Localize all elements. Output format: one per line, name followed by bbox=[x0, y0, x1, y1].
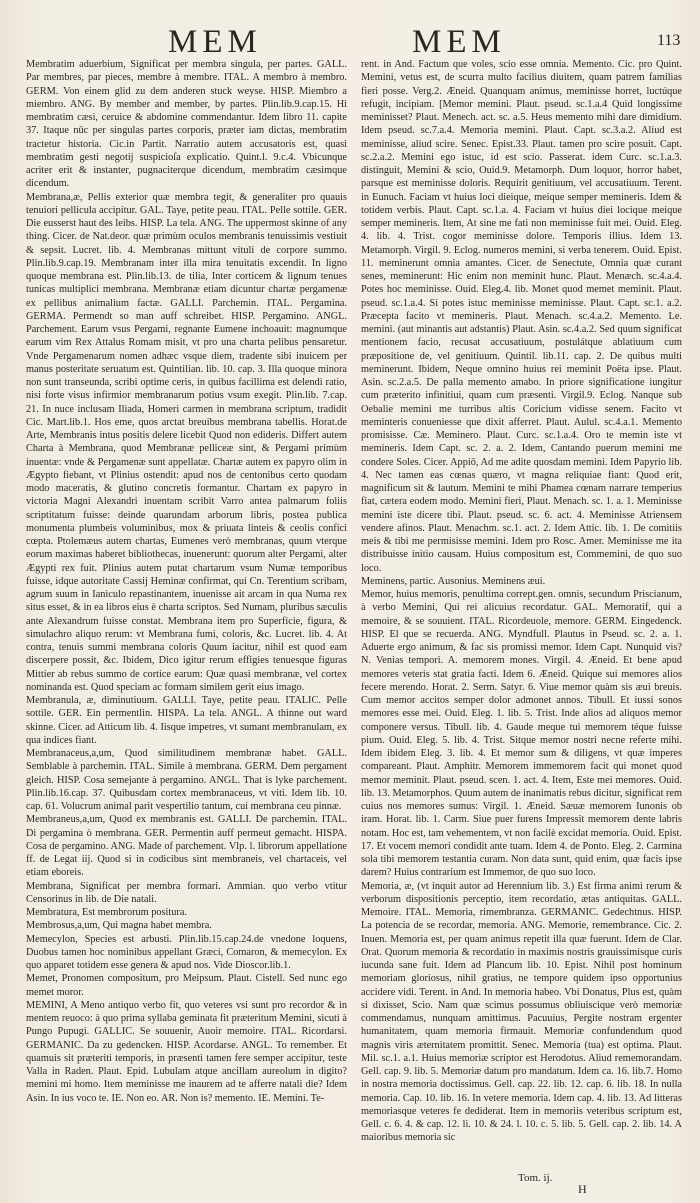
running-head-left: MEM bbox=[168, 24, 262, 60]
running-head-right: MEM bbox=[412, 24, 506, 60]
entry-membrana: Membrana,æ, Pellis exterior quæ membra tegit, & generaliter pro quauis tenuiori pellicula accipitur. GAL. Taye, petite peau. ITAL. Pelle sottile. GER. Die eusserst haut des leibs. HISP. La tela. ANG. The uppermost skinne of any thing. Cicer. de Nat.deor. quæ primùm oculos membranis tenuissimis vestiuit & sepsit. Lucret. lib. 4. Membranas mittunt vituli de corpore summo. Plin.lib.9.cap.19. Membranam inter illa mira tenuitatis excendit. In ligno quoque membrana est. Plin.lib.13. de tilia, Inter corticem & lignum tenues tunicas multiplici membrana. Membranæ etiam dicuntur chartæ pergamenæ ex pellibus animalium factæ. GALLI. Parchemin. ITAL. Pergamina. GERMA. Permendt so man auff schreibet. HISP. Pergamino. ANGL. Parchement. Earum vsus Pergami, regnante Eumene inchoauit: magnumque earum vim Rex Attalus Romam misit, vt pro una charta pelibus pensaretur. Vnde Pergamenarum nomen adhæc vsque diem, tradente sibi inuicem per manus posteritate seruatum est. Quintilian. lib. 10. cap. 3. Illa quoque minora non sunt transeunda, scribi optime ceris, in quibus facillima est delendi ratio, nisi forte visus infirmior membranarum potius vsum exegit. Plin.lib. 7.cap. 21. In nuce inclusam Iliada, Homeri carmen in membrana scriptum, tradidit Cic. Mart.lib.1. Hos eme, quos arctat breuibus membrana tabellis. Horat.de Arte, Membranis intus positis delere licebit Quod non edideris. Differt autem Charta à Membrana, quod Membranæ pelliceæ sint, & Pergami primùm inuentæ: vnde & Pergamenæ sunt appellatæ. Chartæ autem ex papyro olim in Ægypto fiebant, vt Plinius ostendit: apud nos de centonibus certo quodam modo maceratis, & glutino concretis formantur. Chartam ex papyro in victoria Magni Alexandri inuentam scribit Varro antea palmarum foliis scriptitatum fuisse: deinde quarundam arborum libris, postea publica monumenta plumbeis voluminibus, mox & priuata linteis & ceolis confici cœpta. Ptolemæus autem chartas, Eumenes verò membranas, quum vterque eorum maximas haberet bibliothecas, inuenerunt: quorum alter Pergami, alter Ægypti rex fuit. Plinius autem putat chartarum vsum Numæ temporibus fuisse, idque autoritate Cassij Heminæ confirmat, qui Cn. Terentium scribam, agrum suum in Ianiculo repastinantem, inuenisse ait arcam in qua Numa rex situs esset, & in ea libros eius è charta scriptos. Sed Numam, pluribus sæculis ante Alexandrum fuisse constat. Membrana item pro Superficie, figura, & simulachro aliquo rerum: vt Membrana fumi, coloris, &c. Lucret. lib. 4. At contra, tenuis summi membrana coloris Quum iacitur, nihil est quod eam discerpere possit, &c. Ibidem, Dico igitur rerum effigies tenuesque figuras Mittier ab rebus summo de cortice earum: Quæ quasi membranæ, vel cortex nominanda est. Quod speciam ac formam similem gerit eius imago. bbox=[26, 191, 347, 693]
entry-memoria: Memoria, æ, (vt inquit autor ad Herennium lib. 3.) Est firma animi rerum & verborum dispositionis perceptio, item recordatio, ætas antiquitas. GALL. Memoire. ITAL. Memoria, rimembranza. GERMANIC. Gedechtnus. HISP. La potencia de se recordar, memoria. ANG. Memorie, remembrance. Cic. 2. Inuen. Memoria est, per quam animus repetit illa quæ fuerunt. Idem de Clar. Orat. Quorum memoria & recordatio in maximis nostris grauissimisque curis iucunda sane fuit. Idem ad Plancum lib. 10. Epist. Nihil post hominum memoriam gloriosus, nihil gratius, ne tempore quidem ipso opportunius accidere vidi. Terent. in And. In memoria habeo. Vbi Donatus, Plus est, quàm si dixisset, Scio. Nam quæ scimus possumus obliuiscique verò memoriæ commendamus, nunquam amittimus. Pacuuius, Pergite nostram ergenter humanitatem, quam memoria firmauit. Memoriæ confundendum quod magnis viris æternitatem promittit. Senec. Memoria (tua) est optima. Plaut. Mil. sc.1. a.1. Huius memoriæ scriptor est Herodotus. Aliud rememorandam. Gell. cap. 9. lib. 5. Memoriæ datum pro mandatum. Idem ca. 16. lib.7. Homo in nostra memoria doctissimus. Gell. cap. 22. lib. 12. cap. 6. lib. 18. In nulla memoria. Cap. 10. lib. 16. In vetere memoria. Idem cap. 4. lib. 13. Ad litteras memoriasque veteres fe dediderat. Item in memoriis veteribus scriptum est, Gell. c. 6. 4. & cap. 12. li. 10. & 24. l. 10. c. 5. lib. 5. Gell. cap. 2. lib. 14. A maioribus memoria sic bbox=[361, 880, 682, 1144]
text-columns bbox=[26, 58, 682, 1168]
page-number: 113 bbox=[657, 32, 681, 49]
entry-memecylon: Memecylon, Species est arbusti. Plin.lib.15.cap.24.de vnedone loquens, Duobus tamen hoc nominibus appellant Græci, Comaron, & memecylon. Ex quo apparet totidem esse genera & apud nos. Vide Dioscor.lib.1. bbox=[26, 933, 347, 971]
entry-meminens: Meminens, partic. Ausonius. Meminens æui. bbox=[361, 575, 546, 587]
entry-membranula: Membranula, æ, diminutiuum. GALLI. Taye, petite peau. ITALIC. Pelle sottile. GER. Ein permentlin. HISPA. La tela. ANGL. A thinne out ward skinne. Cicer. ad Atticum lib. 4. Iisque impetres, vt sumant membranulam, ex qua indices fiant. bbox=[26, 695, 347, 746]
left-column bbox=[26, 58, 347, 1168]
entry-membratim: Membratim aduerbium, Significat per membra singula, per partes. GALL. Par membres, par pieces, membre à membre. ITAL. A membro à membro. GERM. Von einem glid zu dem anderen stuck weyse. HISP. Miembro a miembro. ANG. By member and member, by partes. Plin.lib.9.cap.15. Hi membratim cæsi, ceruice & abdomine commendantur. Idem libro 11. capite 37. Itaque nūc per singulas partes corporis, præter iam dictas, membratim tractetur historia. Cic.in Partit. Narratio autem accusatoris est, quasi membratim gesti negotij suspicioſa explicatio. Quint.l. 9.c.4. Vbicunque acriter erit & instanter, pugnaciterque dicendum, membratim cæsimque dicendum. bbox=[26, 59, 347, 190]
entry-membrana-verb: Membrana, Significat per membra formari. Ammian. quo verbo vtitur Censorinus in lib. de Die natali. bbox=[26, 880, 347, 905]
right-column bbox=[361, 58, 682, 1168]
entry-membratura: Membratura, Est membrorum positura. bbox=[26, 907, 187, 918]
entry-membraneus: Membraneus,a,um, Quod ex membranis est. GALLI. De parchemin. ITAL. Di pergamina ò membrana. GER. Permentin auff permeut gemacht. HISPA. Cosa de pergamino. ANG. Made of parchement. Vlp. l. librorum appellatione ff. de Legat iij. Quod si in codicibus sint membraneis, vel chartaceis, vel etiam eboreis. bbox=[26, 814, 347, 879]
entry-membrosus: Membrosus,a,um, Qui magna habet membra. bbox=[26, 920, 212, 932]
signature-mark: H bbox=[578, 1182, 587, 1196]
entry-memet: Memet, Pronomen compositum, pro Meipsum. Plaut. Cistell. Sed nunc ego memet moror. bbox=[26, 973, 347, 998]
entry-memini-continued: rent. in And. Factum que voles, scio esse omnia. Memento. Cic. pro Quint. Memini, vetus est, de scurra multo facilius diuitem, quam patrem familias fieri posse. Verg.2. Æneid. Quanquam animus, meminisse horret, luctúque refugit, incipiam. [Memor memini. Plaut. pseud. sc.1.a.4 Quid longissime meminisset? Plaut. Menech. act. sc. a.5. Heus memento mihi dare dimidium. Idem pseud. sc.7.a.4. Memoria memini. Plaut. Capt. sc.3.a.2. Aliud est meminisse, aliud scire. Senec. Epist.33. Plaut. tamen pro scire posuit. Capt. sc.2.a.2. Memini ego istuc, id est scio. Passerat. idem Curc. sc.1.a.3. distinguit, Memini & scio, Ouid.9. Metamorph. Dum loquor, horror habet, parsque est meminisse doloris. Requirit genitiuum, vel accusatiuum. Terent. in Eunuch. Faciam vt huius loci dieique, meique semper memineris. Idem & totidem verbis. Plaut. Capt. sc.1.a. 4. Faciam vt huius diei locique meique semper memineris. Item, At sine me fati non meminisse fuit mei. Ouid. Eleg. 4. lib. 4. Trist. cogor meminisse dolore. Temporis illius. Idem 13. Metamorph. Virgil. 9. Eclog. numeros memini, si verba tenerem. Ouid. Epist. 11. meminerunt omnia amantes. Cicer. de Senectute, Omnia quæ curant senes, meminerunt: Hic enim non meminit hunc. Plaut. Menæch. sc.4.a.4. Potes hoc meminisse. Ouid. Eleg.4. lib. Monet quod memet meminit. Plaut. pseud. sc.1.a.4. Si potes istuc meminisse meminisse. Plaut. Capt. sc.1. a.2. Præcepta facito vt memineris. Plaut. Menach. sc.4.a.2. Memento. Le. memini. (aut minantis aut adstantis) Plaut. Asin. sc.4.a.2. Sed quum significat mentionem facio, recusat accusatiuum, postulátque ablatiuum cum præpositione de, vel genitiuum. Quintil. lib.11. cap. 2. De quibus multi meminerunt. Ibidem, Neque omnino huius rei meminit Poëta ipse. Plaut. Asin. sc.2.a.5. De palla memento amabo. In priore significatione iungitur cum præterito infinitiui, quam cum præsenti. Virgil.9. Eclog. Nanque sub Oebalie memini me turribus altis Coricium vidisse senem. Facito vt meminteris conueniesse que dixit afferret. Plaut. Aulul. sc.4.a.1. Memento promisisse. Cæ. Meminero. Plaut. Curc. sc.1.a.4. Oro te memin iste vt memineris. Idem Capt. sc. 2. a. 2. Idem, Cantando puerum memini me condere Soles. Cicer. Appiō, Ad me adite quosdam memini. Idem Papyrio lib. 4. Nec tamen eas cœnas quæro, vt magna reliquiae fiant: Quod erit, magnificum sit & lautum. Memini te mihi Phamea cœnam narrare temperius fiat, cætera eodem modo. Memini fieri, Plaut. Menach. sc. 1. a. 1. Meminisse memini iste dicere tibi. Plaut. pseud. sc. 6. act. 4. Meminisse Atriensem vendere afinos. Plaut. Menachm. sc.1. act. 2. Idem Attic. lib. 1. De comitiis meis & tibi me permisisse memini. Idem pro Rosc. Amer. Meminisse me ita distribuisse initio causam. Huius compositum est, Commemini, de quo suo loco. bbox=[361, 59, 682, 574]
tome-mark: Tom. ij. bbox=[518, 1172, 553, 1184]
entry-membranaceus: Membranaceus,a,um, Quod similitudinem membranæ habet. GALL. Semblable à parchemin. ITAL. Simile à membrana. GERM. Dem pergament gleich. HISP. Cosa semejante à pergamino. ANGL. That is lyke parchement. Plin.lib.16.cap. 37. Quibusdam cortex membranaceus, vt viti. Idem lib. 10. cap. 61. Volucrum animal parit vespertilio tantum, cui membrana ceu pinnæ. bbox=[26, 748, 347, 812]
page-footer bbox=[0, 1170, 700, 1200]
entry-memor: Memor, huius memoris, penultima corrept.gen. omnis, secundum Priscianum, à verbo Memini, Qui rei alicuius recordatur. GAL. Memoratif, qui a memoire, & se souuient. ITAL. Ricordeuole, memore. GERM. Eingedenck. HISP. El que se recuerda. ANG. Myndfull. Plautus in Pseud. sc. 2. a. 1. Aduerte ergo animum, & fac sis promissi memor. Idem Capt. Nunquid vis? N. Venias tempori. A. memorem mones. Virgil. 4. Æneid. Et bene apud memores veteris stat gratia facti. Idem 6. Æneid. Quique sui memores alios fecere merendo. Horat. 2. Serm. Satyr. 6. Viue memor quàm sis æui breuis. Cum memor accitos semper dolor admonet annos. Tibull. Et iussi sonos memores esse mei. Ouid. Eleg. 1. lib. 5. Trist. Inde alios ad aliquos memor componere versus. Tibull. lib. 4. Gaude meque tui memorem téque fuisse pium. Ouid. Eleg. 5. lib. 4. Trist. Sitque memor nostri necne referte mihi. Idem ibidem Eleg. 3. lib. 4. Et memor sum & diligens, vt quæ imperes compareant. Plaut. Amphitr. Memorem immemorem facit qui monet quod memor meminit. Plaut. pseud. scen. 1. act. 4. Item, Este mei memores. Ouid. lib. 13. Metamorphos. Quum autem de inanimatis rebus dicitur, significat rem cuius nos memores sumus: Virgil. 1. Æneid. Sæuæ memorem Iunonis ob iram. Horat. lib. 1. Carm. Siue puer furens Impressit memorem dente labris notam. Hoc est, tam vehementem, vt non facilè excidat memoria. Ouid. Epist. 17. Et vocem memori condidit ante tuam. Idem 4. de Ponto. Eleg. 2. Carmina sola tibi memorem testantia curam. Non data sunt, quid enim, quæ facis ipse darem? Huius contrarium est Immemor, de quo suo loco. bbox=[361, 589, 682, 879]
entry-memini: MEMINI, A Meno antiquo verbo fit, quo veteres vsi sunt pro recordor & in mentem reuoco: à quo prima syllaba geminata fit præteritum Memini, sicuti à Pungo Pupugi. GALLIC. Se souuenir, Auoir memoire. ITAL. Ricordarsi. GERMANIC. Da zu gedencken. HISP. Acordarse. ANGL. To remember. Et quamuis sit præteriti temporis, in præsenti tamen fere semper accipitur, teste Valla in Raden. Plaut. Epid. Lubulam atque ancillam aureolum in digito? memini mi homo. Item meminisse me inaurem ad te afferre natali die? Idem Asin. In ius voco te. IE. Non eo. AR. Non is? memento. IE. Memini. Te- bbox=[26, 999, 347, 1104]
